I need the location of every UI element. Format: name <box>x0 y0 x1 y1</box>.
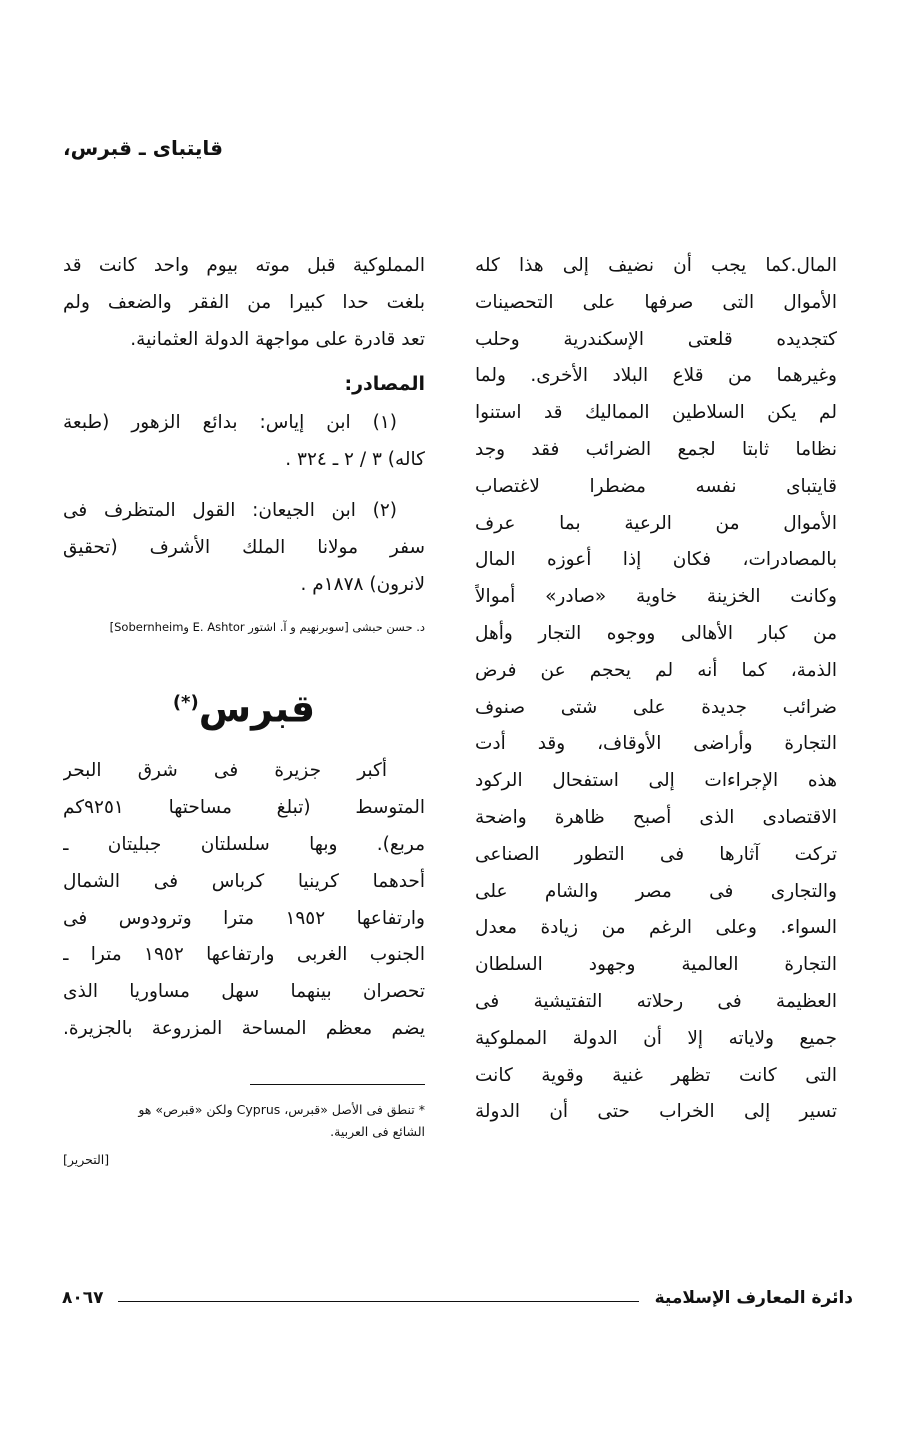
article-line: تحصران بينهما سهل مساوريا الذى <box>63 981 425 1003</box>
body-line: العظيمة فى رحلاته التفتيشية فى <box>475 990 837 1012</box>
body-line: التجارة العالمية وجهود السلطان <box>475 954 837 976</box>
body-line: السواء. وعلى الرغم من زيادة معدل <box>475 917 837 939</box>
body-line: قايتباى نفسه مضطرا لاغتصاب <box>475 475 837 497</box>
body-line: الذمة، كما أنه لم يحجم عن فرض <box>475 659 837 681</box>
article-line: مربع). وبها سلسلتان جبليتان ـ <box>63 833 425 855</box>
article-line: وارتفاعها ١٩٥٢ مترا وترودوس فى <box>63 907 425 929</box>
article-line: يضم معظم المساحة المزروعة بالجزيرة. <box>63 1017 425 1039</box>
article-line: الجنوب الغربى وارتفاعها ١٩٥٢ مترا ـ <box>63 944 425 966</box>
article-line: المتوسط (تبلغ مساحتها ٩٢٥١كم <box>63 797 425 819</box>
body-line: ضرائب جديدة على شتى صنوف <box>475 696 837 718</box>
footnote <box>63 1099 425 1171</box>
body-line: تعد قادرة على مواجهة الدولة العثمانية. <box>130 328 425 350</box>
page-footer <box>62 1288 853 1314</box>
article-title <box>63 675 425 731</box>
source-entry-line: سفر مولانا الملك الأشرف (تحقيق <box>63 537 425 559</box>
footnote-editor: [التحرير] <box>63 1151 110 1167</box>
article-title-text: قبرس <box>198 687 316 732</box>
article-line: أحدهما كرينيا كرباس فى الشمال <box>63 870 425 892</box>
source-entry-line: كاله) ٣ / ٢ ـ ٣٢٤ . <box>285 449 425 471</box>
body-line: المملوكية قبل موته بيوم واحد كانت قد <box>63 255 425 276</box>
body-line: الأموال من الرعية بما عرف <box>475 512 837 534</box>
body-line: والتجارى فى مصر والشام على <box>475 880 837 902</box>
footnote-divider <box>250 1084 425 1085</box>
body-line: التى كانت تظهر غنية وقوية كانت <box>475 1064 837 1086</box>
body-line: لم يكن السلاطين المماليك قد استنوا <box>475 402 837 424</box>
body-line: من كبار الأهالى ووجوه التجار وأهل <box>475 622 837 644</box>
sources-heading: المصادر: <box>344 373 425 396</box>
footnote-line: الشائع فى العربية. <box>330 1123 425 1139</box>
body-line: الأموال التى صرفها على التحصينات <box>475 291 837 313</box>
source-entry-line: (١) ابن إياس: بدائع الزهور (طبعة <box>63 412 397 434</box>
body-line: الاقتصادى الذى أصبح ظاهرة واضحة <box>475 806 837 828</box>
body-line: بالمصادرات، فكان إذا أعوزه المال <box>475 549 837 571</box>
page-number: ٨٠٦٧ <box>62 1288 104 1308</box>
encyclopedia-title: دائرة المعارف الإسلامية <box>654 1288 853 1308</box>
body-line: هذه الإجراءات إلى استفحال الركود <box>475 770 837 792</box>
running-head: قايتباى ـ قبرس، <box>63 136 223 160</box>
body-line: وغيرهما من قلاع البلاد الأخرى. ولما <box>475 365 837 387</box>
author-credit: د. حسن حبشى [سوبرنهيم و آ. اشتور E. Ashtor وSobernheim] <box>109 620 425 635</box>
body-line: جميع ولاياته إلا أن الدولة المملوكية <box>475 1027 837 1049</box>
footer-rule <box>118 1301 639 1302</box>
left-column <box>63 248 425 1171</box>
body-line: التجارة وأراضى الأوقاف، وقد أدت <box>475 733 837 755</box>
body-line: تركت آثارها فى التطور الصناعى <box>475 843 837 865</box>
footnote-marker: (*) <box>172 692 199 714</box>
article-line: أكبر جزيرة فى شرق البحر <box>63 760 387 782</box>
body-line: تسير إلى الخراب حتى أن الدولة <box>475 1101 837 1123</box>
body-line: نظاما ثابتا لجمع الضرائب فقد وجد <box>475 438 837 460</box>
footnote-line: * تنطق فى الأصل «قبرس، Cyprus ولكن «قبرص» هو <box>138 1101 425 1117</box>
body-line: وكانت الخزينة خاوية «صادر» أموالاً <box>475 586 837 608</box>
source-entry-line: (٢) ابن الجيعان: القول المتظرف فى <box>63 500 397 522</box>
body-line: المال.كما يجب أن نضيف إلى هذا كله <box>475 255 837 276</box>
article-body <box>63 753 425 1047</box>
body-line: كتجديده قلعتى الإسكندرية وحلب <box>475 328 837 350</box>
body-line: بلغت حدا كبيرا من الفقر والضعف ولم <box>63 291 425 313</box>
source-entry-line: لانرون) ١٨٧٨م . <box>300 574 425 596</box>
right-column <box>475 248 837 1131</box>
